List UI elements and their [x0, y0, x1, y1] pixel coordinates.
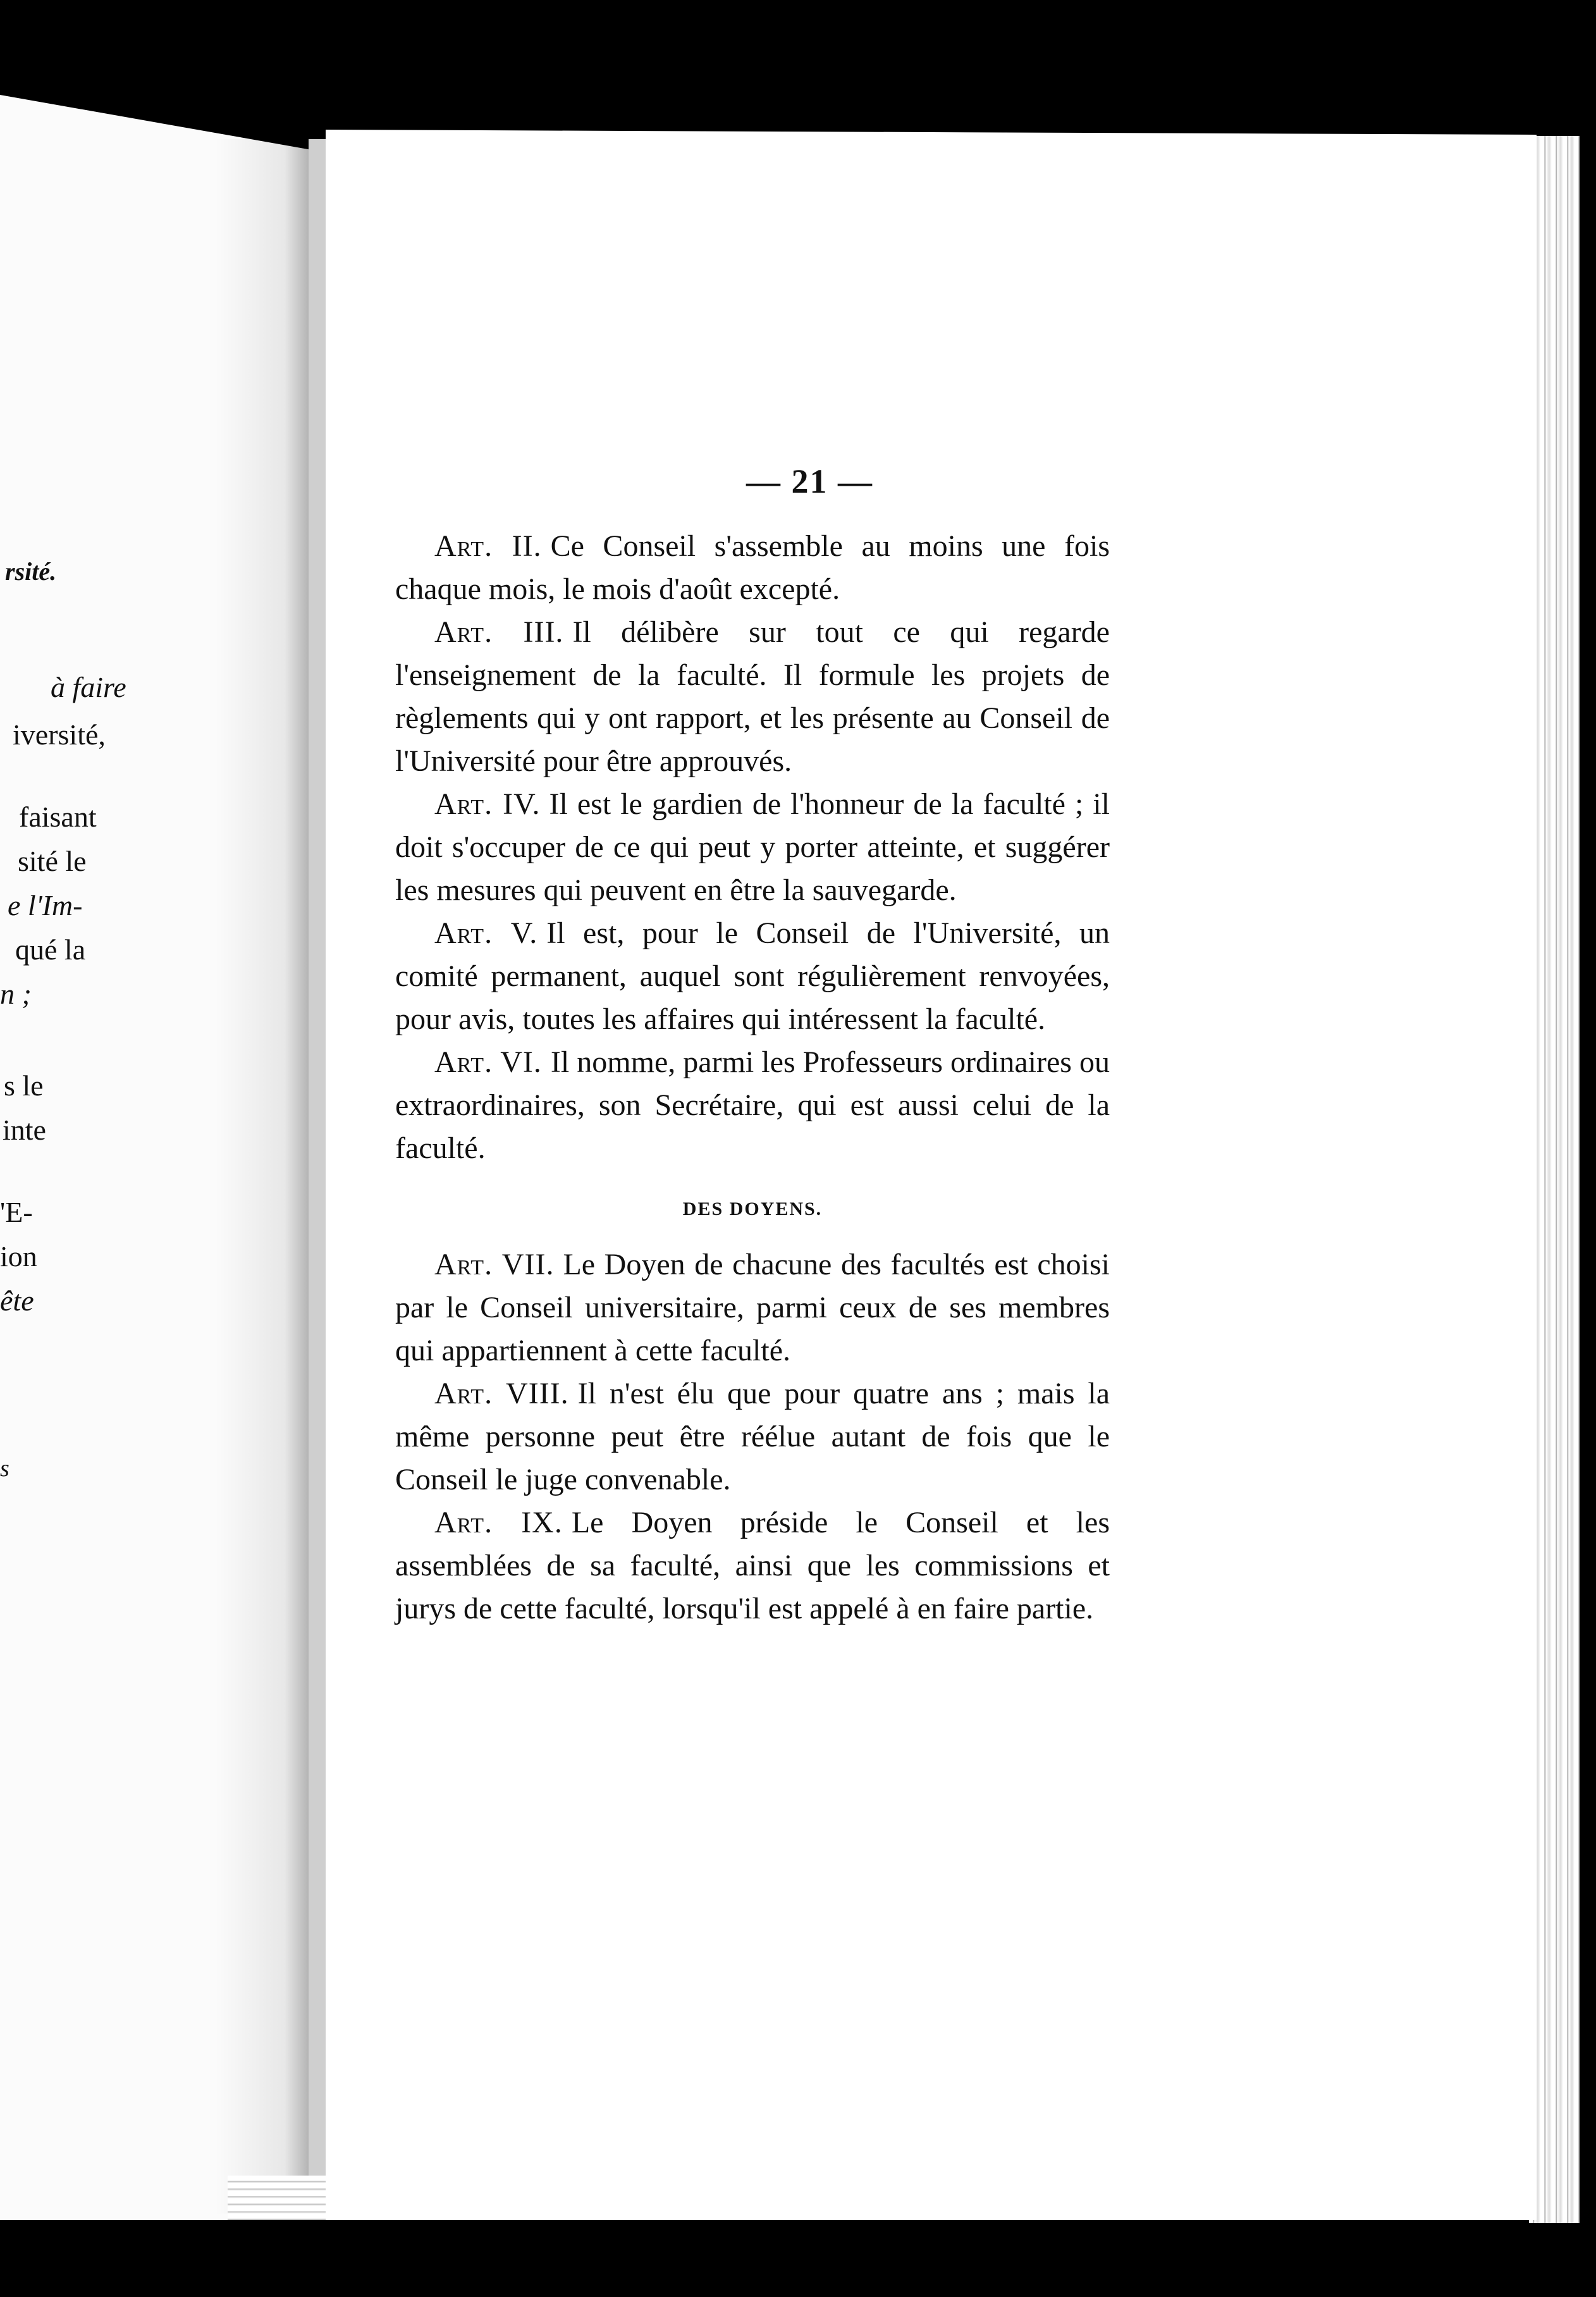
article-text: Ce Conseil s'assemble au moins une fois chaque mois, le mois d'août excepté.: [395, 529, 1110, 606]
article-text: Il est le gardien de l'honneur de la faculté ; il doit s'occuper de ce qui peut y porter atteinte, et suggérer les mesures qui peuvent en être la sauvegarde.: [395, 787, 1110, 907]
article-label: Art. III.: [434, 615, 564, 649]
article-label: Art. VIII.: [434, 1377, 569, 1410]
left-page-fragment: ion: [0, 1240, 37, 1272]
left-page-fragment: ête: [0, 1284, 34, 1317]
left-page-fragment: s: [0, 1455, 9, 1482]
article-paragraph: [395, 525, 1110, 611]
left-page-fragment: 'E-: [0, 1196, 33, 1228]
page-fore-edge: [1529, 136, 1580, 2223]
left-page-fragment: inte: [3, 1114, 46, 1146]
article-label: Art. IX.: [434, 1506, 563, 1539]
left-page-fragment: e l'Im-: [8, 889, 83, 921]
article-label: Art. II.: [434, 529, 542, 563]
article-paragraph: [395, 1372, 1110, 1501]
left-page-fragment: à faire: [51, 671, 126, 703]
article-paragraph: [395, 912, 1110, 1041]
article-text: Le Doyen préside le Conseil et les assemblées de sa faculté, ainsi que les commissions et jurys de cette faculté, lorsqu'il est appelé à en faire partie.: [395, 1506, 1110, 1625]
page-body: [395, 525, 1110, 1630]
article-text: Le Doyen de chacune des facultés est choisi par le Conseil universitaire, parmi ceux de ses membres qui appartiennent à cette faculté.: [395, 1248, 1110, 1367]
left-page-fragment: faisant: [19, 801, 97, 833]
article-label: Art. VI.: [434, 1045, 542, 1079]
left-page-fragment: s le: [4, 1069, 44, 1102]
article-text: Il délibère sur tout ce qui regarde l'enseignement de la faculté. Il formule les projets de règlements qui y ont rapport, et les présente au Conseil de l'Université pour être approuvés.: [395, 615, 1110, 778]
article-paragraph: [395, 1041, 1110, 1170]
section-heading: DES DOYENS.: [682, 1198, 823, 1219]
article-paragraph: [395, 783, 1110, 912]
left-page-fragment: n ;: [0, 978, 32, 1010]
left-page-fragment: rsité.: [5, 557, 57, 586]
article-paragraph: [395, 1501, 1110, 1630]
article-label: Art. IV.: [434, 787, 541, 821]
left-page-fragment: iversité,: [13, 718, 106, 751]
article-text: Il nomme, parmi les Professeurs ordinaires ou extraordinaires, son Secrétaire, qui est aussi celui de la faculté.: [395, 1045, 1110, 1165]
article-text: Il est, pour le Conseil de l'Université, un comité permanent, auquel sont régulièrement renvoyées, pour avis, toutes les affaires qui intéressent la faculté.: [395, 916, 1110, 1036]
article-paragraph: [395, 1243, 1110, 1372]
page-number: — 21 —: [746, 462, 873, 500]
left-page-fragment: qué la: [15, 933, 86, 966]
article-label: Art. VII.: [434, 1248, 555, 1281]
left-page-fragment: sité le: [18, 845, 87, 877]
article-label: Art. V.: [434, 916, 538, 950]
article-paragraph: [395, 611, 1110, 783]
article-text: Il n'est élu que pour quatre ans ; mais la même personne peut être réélue autant de fois que le Conseil le juge convenable.: [395, 1377, 1110, 1496]
